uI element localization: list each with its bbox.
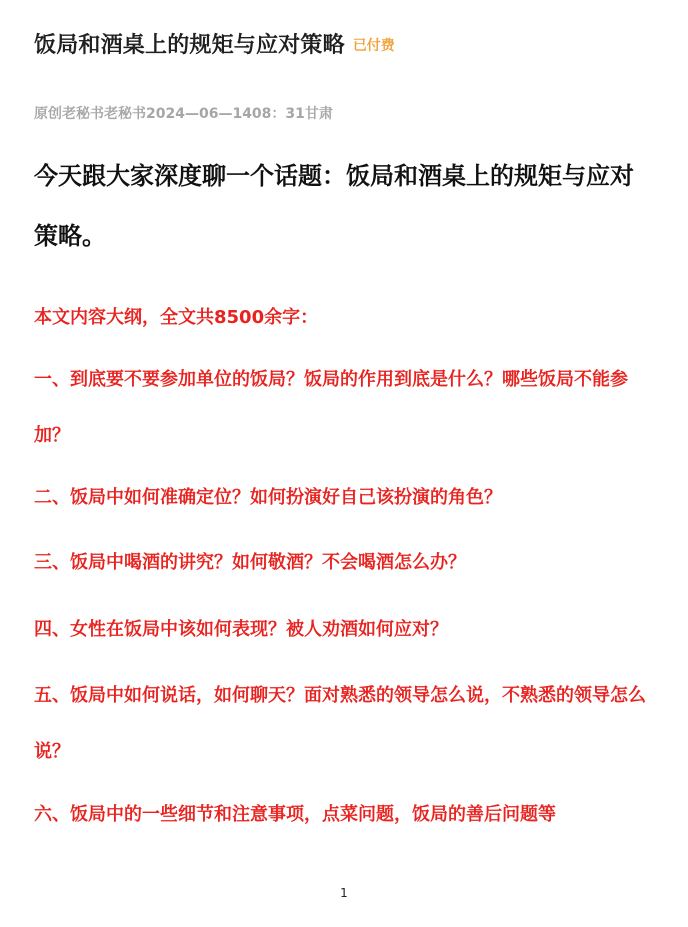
outline-item: 六、饭局中的一些细节和注意事项，点菜问题，饭局的善后问题等 [34,804,556,825]
outline-heading: 本文内容大纲，全文共8500余字： [34,307,319,328]
page-number: 1 [340,886,348,900]
outline-item: 四、女性在饭局中该如何表现？被人劝酒如何应对？ [34,619,448,640]
article-title: 饭局和酒桌上的规矩与应对策略 [34,33,345,58]
article-meta: 原创老秘书老秘书2024—06—1408：31甘肃 [34,106,333,122]
outline-item: 一、到底要不要参加单位的饭局？饭局的作用到底是什么？哪些饭局不能参加？ [34,369,628,446]
paid-badge: 已付费 [352,38,395,54]
intro-paragraph: 今天跟大家深度聊一个话题：饭局和酒桌上的规矩与应对策略。 [34,162,634,250]
title-row [34,28,395,59]
outline-item: 五、饭局中如何说话，如何聊天？面对熟悉的领导怎么说，不熟悉的领导怎么说？ [34,685,646,762]
outline-item: 二、饭局中如何准确定位？如何扮演好自己该扮演的角色？ [34,487,502,508]
outline-item: 三、饭局中喝酒的讲究？如何敬酒？不会喝酒怎么办？ [34,552,466,573]
